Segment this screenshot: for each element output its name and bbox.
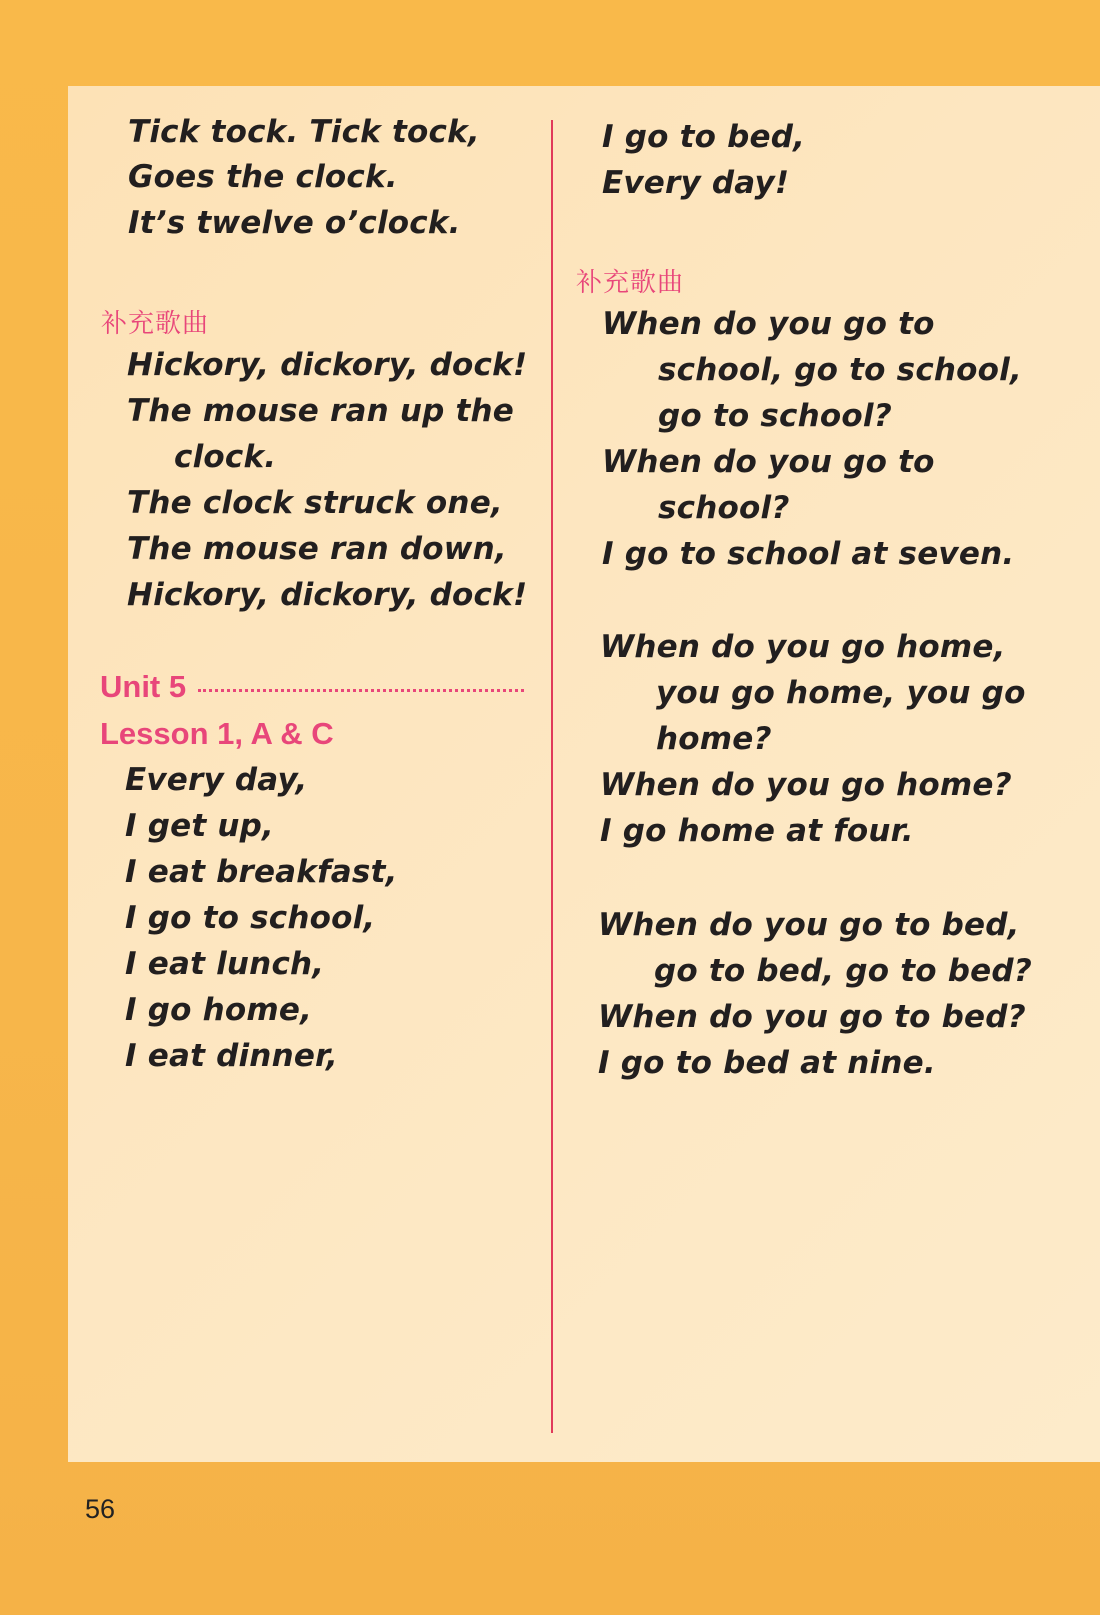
lesson-line-2: I get up, [125, 808, 274, 844]
song-line-4: The clock struck one, [127, 485, 503, 521]
lesson-line-1: Every day, [125, 762, 308, 798]
lesson-line-5: I eat lunch, [125, 946, 325, 982]
song-line-2: The mouse ran up the [127, 393, 515, 429]
lesson-line-6: I go home, [125, 992, 313, 1028]
song-line-5: The mouse ran down, [127, 531, 507, 567]
supplement-heading-left: 补充歌曲 [101, 309, 210, 339]
verse2-line-5: I go home at four. [600, 813, 914, 849]
unit-dotted-leader [198, 689, 524, 692]
verse1-line-6: I go to school at seven. [602, 536, 1015, 572]
verse1-line-1: When do you go to [602, 306, 935, 342]
page-number: 56 [85, 1494, 116, 1524]
lesson-line-3: I eat breakfast, [125, 854, 398, 890]
lesson-heading: Lesson 1, A & C [100, 716, 334, 751]
verse3-line-3: When do you go to bed? [598, 999, 1026, 1035]
verse3-line-4: I go to bed at nine. [598, 1045, 936, 1081]
verse1-line-2: school, go to school, [658, 352, 1022, 388]
verse1-line-4: When do you go to [602, 444, 935, 480]
verse2-line-2: you go home, you go [656, 675, 1026, 711]
verse1-line-5: school? [658, 490, 790, 526]
supplement-heading-right: 补充歌曲 [576, 268, 685, 298]
column-divider [551, 120, 553, 1433]
poem1-line-3: It’s twelve o’clock. [128, 205, 461, 241]
verse2-line-1: When do you go home, [600, 629, 1006, 665]
verse3-line-1: When do you go to bed, [598, 907, 1020, 943]
verse2-line-3: home? [656, 721, 772, 757]
lesson-line-4: I go to school, [125, 900, 376, 936]
lesson-line-7: I eat dinner, [125, 1038, 338, 1074]
verse1-line-3: go to school? [658, 398, 892, 434]
continuation-line-1: I go to bed, [602, 119, 806, 155]
unit-heading: Unit 5 [100, 669, 187, 704]
continuation-line-2: Every day! [602, 165, 790, 201]
poem1-line-1: Tick tock. Tick tock, [128, 114, 480, 150]
song-line-1: Hickory, dickory, dock! [127, 347, 528, 383]
song-line-3: clock. [174, 439, 277, 475]
song-line-6: Hickory, dickory, dock! [127, 577, 528, 613]
poem1-line-2: Goes the clock. [128, 159, 398, 195]
verse3-line-2: go to bed, go to bed? [654, 953, 1032, 989]
verse2-line-4: When do you go home? [600, 767, 1012, 803]
